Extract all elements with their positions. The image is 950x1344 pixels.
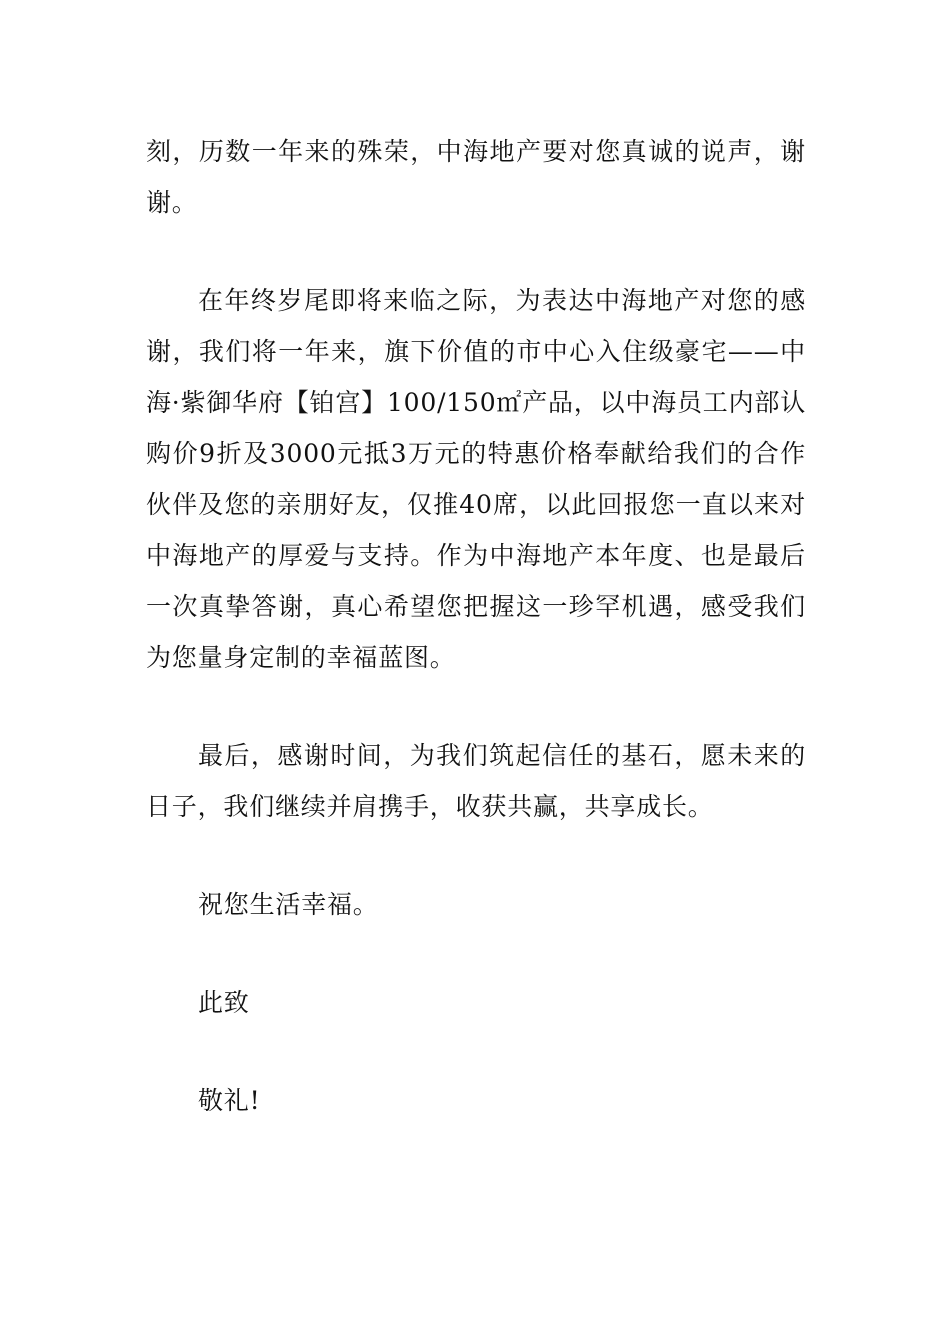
salutation-jingli: 敬礼! [198, 1086, 261, 1115]
paragraph-thanks-continuation: 刻，历数一年来的殊荣，中海地产要对您真诚的说声，谢谢。 [146, 137, 806, 217]
letter-body [146, 126, 806, 1126]
paragraph-offer: 在年终岁尾即将来临之际，为表达中海地产对您的感谢，我们将一年来，旗下价值的市中心入住级豪宅——中海·紫御华府【铂宫】100/150㎡产品，以中海员工内部认购价9折及3000元抵3万元的特惠价格奉献给我们的合作伙伴及您的亲朋好友，仅推40席，以此回报您一直以来对中海地产的厚爱与支持。作为中海地产本年度、也是最后一次真挚答谢，真心希望您把握这一珍罕机遇，感受我们为您量身定制的幸福蓝图。 [146, 286, 807, 672]
salutation-cizhi: 此致 [198, 988, 250, 1017]
paragraph-closing-thanks: 最后，感谢时间，为我们筑起信任的基石，愿未来的日子，我们继续并肩携手，收获共赢，共享成长。 [146, 741, 806, 821]
paragraph-wishes: 祝您生活幸福。 [198, 890, 379, 919]
